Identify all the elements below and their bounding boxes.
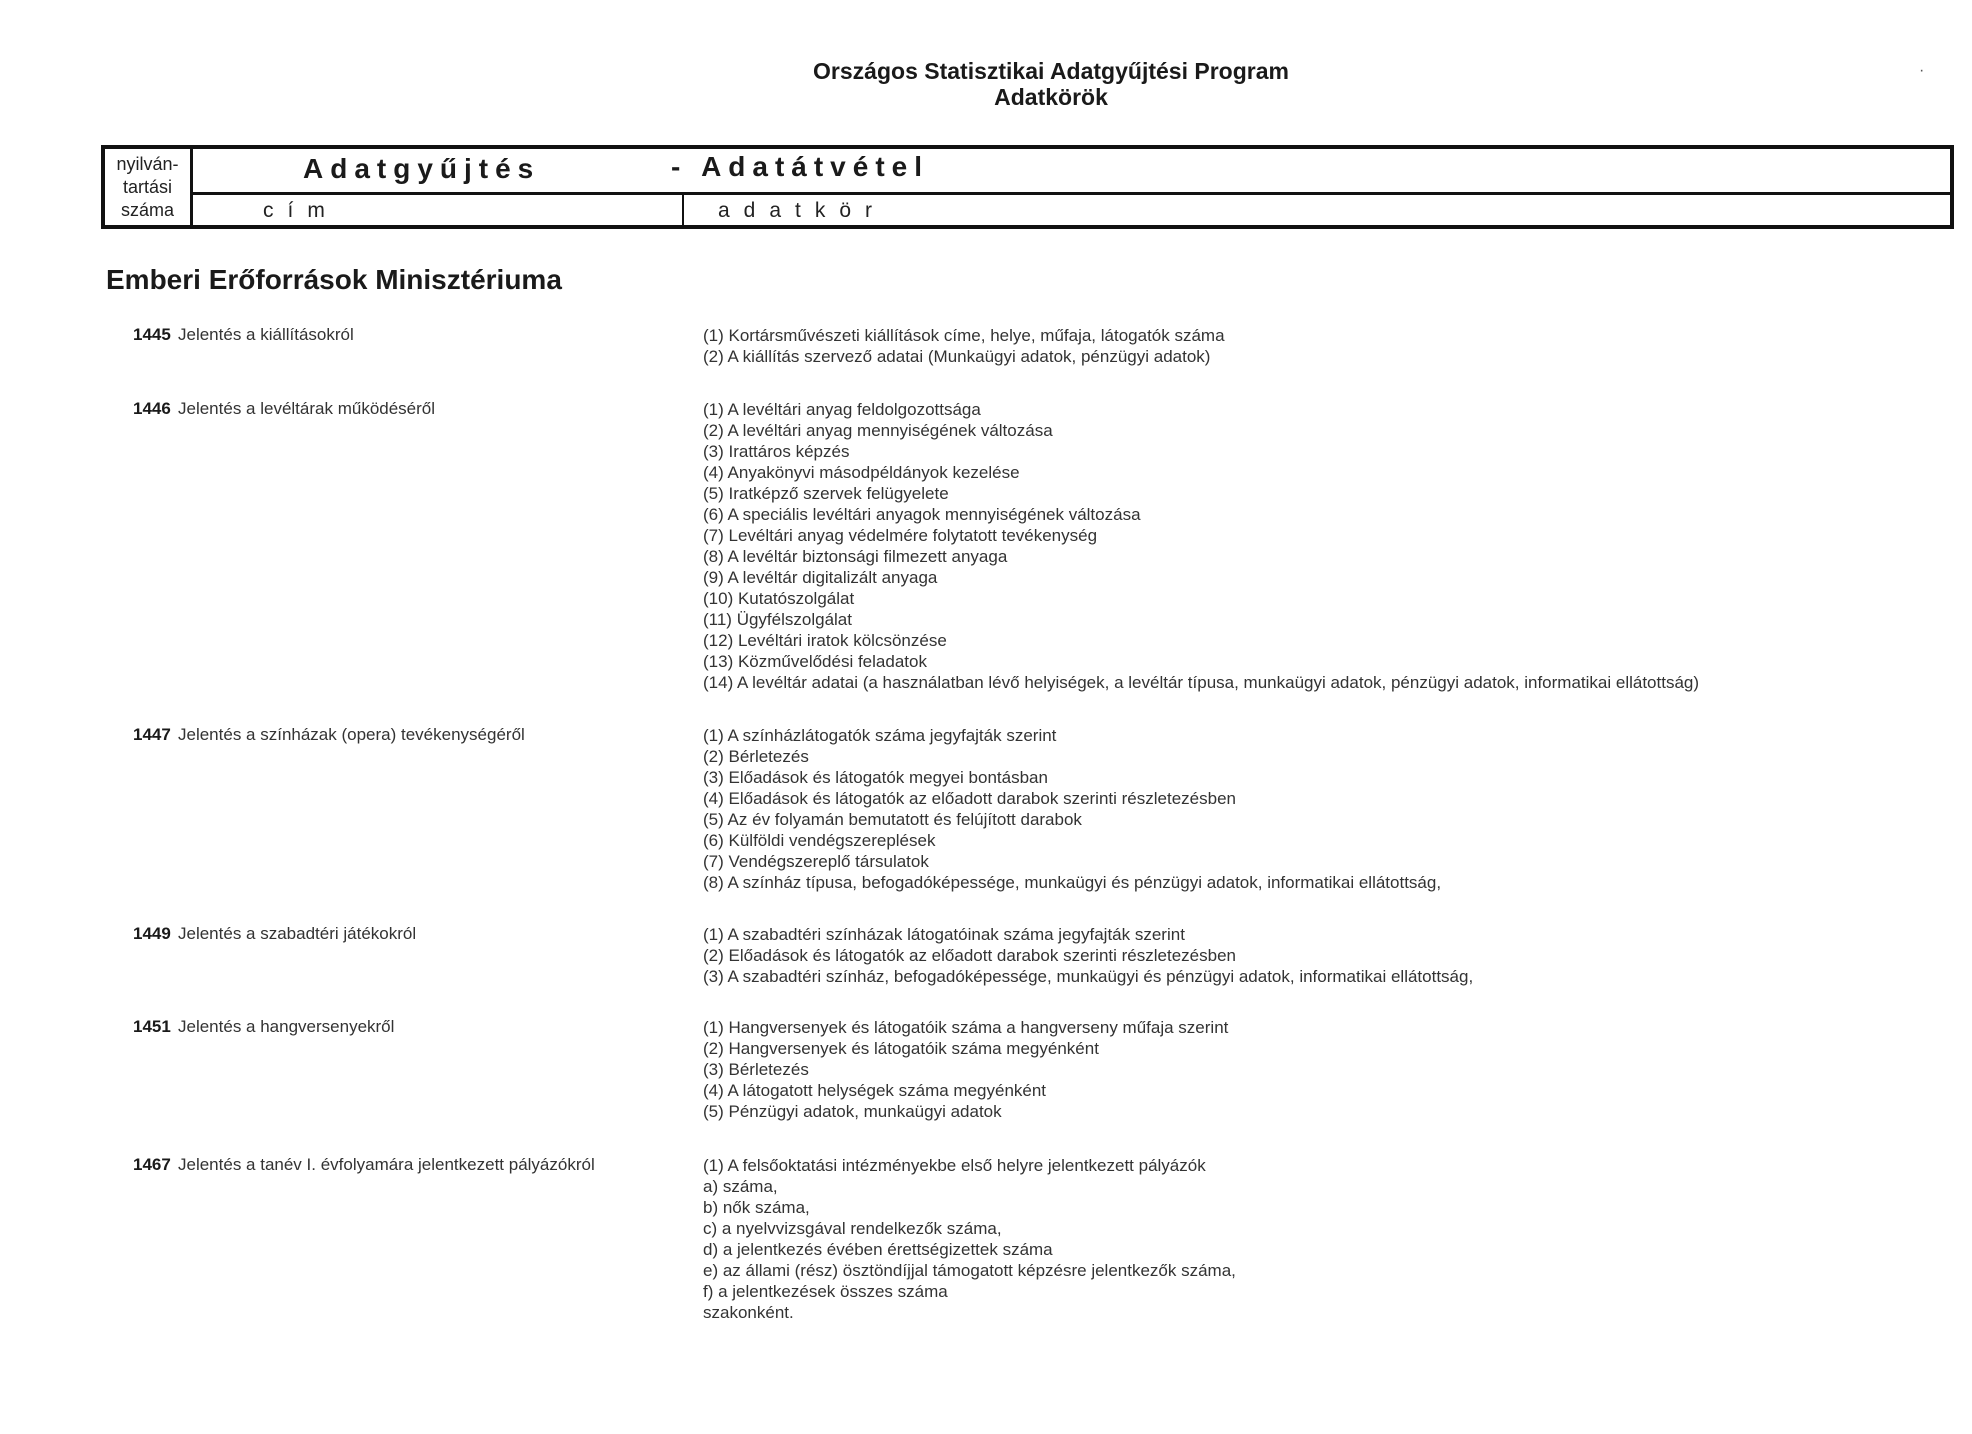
data-scope-item: f) a jelentkezések összes száma [703, 1282, 948, 1301]
entry-data-scope-list [703, 399, 1699, 693]
entry-title: Jelentés a szabadtéri játékokról [178, 924, 417, 943]
data-scope-item: (2) A levéltári anyag mennyiségének változása [703, 421, 1053, 440]
entry-data-scope-list [703, 725, 1441, 893]
data-scope-item: (7) Levéltári anyag védelmére folytatott tevékenység [703, 526, 1098, 545]
data-scope-item: (1) A felsőoktatási intézményekbe első helyre jelentkezett pályázók [703, 1156, 1206, 1175]
entry-registration-number: 1446 [133, 399, 171, 418]
document-subtitle: Adatkörök [994, 84, 1108, 110]
data-scope-item: (8) A levéltár biztonsági filmezett anyaga [703, 547, 1008, 566]
entry-registration-number: 1451 [133, 1017, 171, 1036]
header-divider-vertical-sub [682, 194, 684, 225]
column-header-box [101, 145, 1954, 229]
data-scope-item: (2) A kiállítás szervező adatai (Munkaügyi adatok, pénzügyi adatok) [703, 347, 1211, 366]
entry-title: Jelentés a tanév I. évfolyamára jelentkezett pályázókról [178, 1155, 595, 1174]
entry-data-scope-list [703, 1017, 1228, 1122]
data-scope-item: (1) A levéltári anyag feldolgozottsága [703, 400, 981, 419]
data-scope-item: (4) A látogatott helységek száma megyénként [703, 1081, 1047, 1100]
title-column-heading: cím [263, 199, 339, 222]
data-scope-item: (6) Külföldi vendégszereplések [703, 831, 936, 850]
entry-title: Jelentés a hangversenyekről [178, 1017, 395, 1036]
data-scope-item: (2) Bérletezés [703, 747, 809, 766]
data-scope-item: c) a nyelvvizsgával rendelkezők száma, [703, 1219, 1002, 1238]
data-scope-item: (7) Vendégszereplő társulatok [703, 852, 929, 871]
header-divider-horizontal [190, 192, 1950, 195]
data-scope-item: (1) A színházlátogatók száma jegyfajták szerint [703, 726, 1057, 745]
data-scope-item: (8) A színház típusa, befogadóképessége, munkaügyi és pénzügyi adatok, informatikai ellátottság, [703, 873, 1442, 892]
data-scope-item: szakonként. [703, 1303, 794, 1322]
data-scope-item: (11) Ügyfélszolgálat [703, 610, 852, 629]
data-collection-heading: Adatgyűjtés [303, 153, 541, 184]
entry-registration-number: 1447 [133, 725, 171, 744]
data-scope-item: (1) Kortársművészeti kiállítások címe, helye, műfaja, látogatók száma [703, 326, 1225, 345]
data-scope-item: (5) Iratképző szervek felügyelete [703, 484, 949, 503]
data-scope-item: d) a jelentkezés évében érettségizettek száma [703, 1240, 1053, 1259]
data-scope-item: (5) Az év folyamán bemutatott és felújított darabok [703, 810, 1082, 829]
data-scope-item: (3) Bérletezés [703, 1060, 809, 1079]
document-title-block [0, 58, 1972, 110]
data-scope-column-heading: adatkör [718, 199, 887, 222]
document-title: Országos Statisztikai Adatgyűjtési Program [813, 58, 1289, 84]
data-scope-item: (6) A speciális levéltári anyagok mennyiségének változása [703, 505, 1141, 524]
data-scope-item: (2) Hangversenyek és látogatóik száma megyénként [703, 1039, 1099, 1058]
entry-data-scope-list [703, 1155, 1236, 1323]
data-takeover-heading: - Adatátvétel [671, 151, 930, 182]
corner-mark: · [1919, 62, 1925, 79]
num-label-line: tartási [122, 177, 173, 197]
data-scope-item: a) száma, [703, 1177, 778, 1196]
entry-data-scope-list [703, 924, 1473, 987]
data-scope-item: e) az állami (rész) ösztöndíjjal támogatott képzésre jelentkezők száma, [703, 1261, 1236, 1280]
header-divider-vertical [190, 149, 193, 225]
registration-number-header [105, 153, 190, 222]
data-scope-item: (3) Irattáros képzés [703, 442, 850, 461]
data-scope-item: (2) Előadások és látogatók az előadott darabok szerinti részletezésben [703, 946, 1236, 965]
data-scope-item: (1) A szabadtéri színházak látogatóinak száma jegyfajták szerint [703, 925, 1185, 944]
data-scope-item: (5) Pénzügyi adatok, munkaügyi adatok [703, 1102, 1002, 1121]
entry-registration-number: 1467 [133, 1155, 171, 1174]
data-scope-item: (13) Közművelődési feladatok [703, 652, 927, 671]
data-scope-item: (14) A levéltár adatai (a használatban lévő helyiségek, a levéltár típusa, munkaügyi adatok, pénzügyi adatok, informatikai ellátottság) [703, 673, 1700, 692]
entry-title: Jelentés a kiállításokról [178, 325, 354, 344]
data-scope-item: (1) Hangversenyek és látogatóik száma a hangverseny műfaja szerint [703, 1018, 1229, 1037]
data-scope-item: (4) Anyakönyvi másodpéldányok kezelése [703, 463, 1020, 482]
entry-title: Jelentés a színházak (opera) tevékenységéről [178, 725, 525, 744]
entry-data-scope-list [703, 325, 1225, 367]
data-scope-item: (3) Előadások és látogatók megyei bontásban [703, 768, 1048, 787]
data-scope-item: (4) Előadások és látogatók az előadott darabok szerinti részletezésben [703, 789, 1236, 808]
num-label-line: nyilván- [116, 154, 179, 174]
data-scope-item: b) nők száma, [703, 1198, 810, 1217]
ministry-heading: Emberi Erőforrások Minisztériuma [106, 264, 562, 295]
num-label-line: száma [120, 200, 174, 220]
data-scope-item: (12) Levéltári iratok kölcsönzése [703, 631, 947, 650]
entry-title: Jelentés a levéltárak működéséről [178, 399, 436, 418]
data-scope-item: (3) A szabadtéri színház, befogadóképessége, munkaügyi és pénzügyi adatok, informatikai ellátottság, [703, 967, 1474, 986]
entry-registration-number: 1445 [133, 325, 171, 344]
entry-registration-number: 1449 [133, 924, 171, 943]
data-scope-item: (9) A levéltár digitalizált anyaga [703, 568, 938, 587]
data-scope-item: (10) Kutatószolgálat [703, 589, 855, 608]
